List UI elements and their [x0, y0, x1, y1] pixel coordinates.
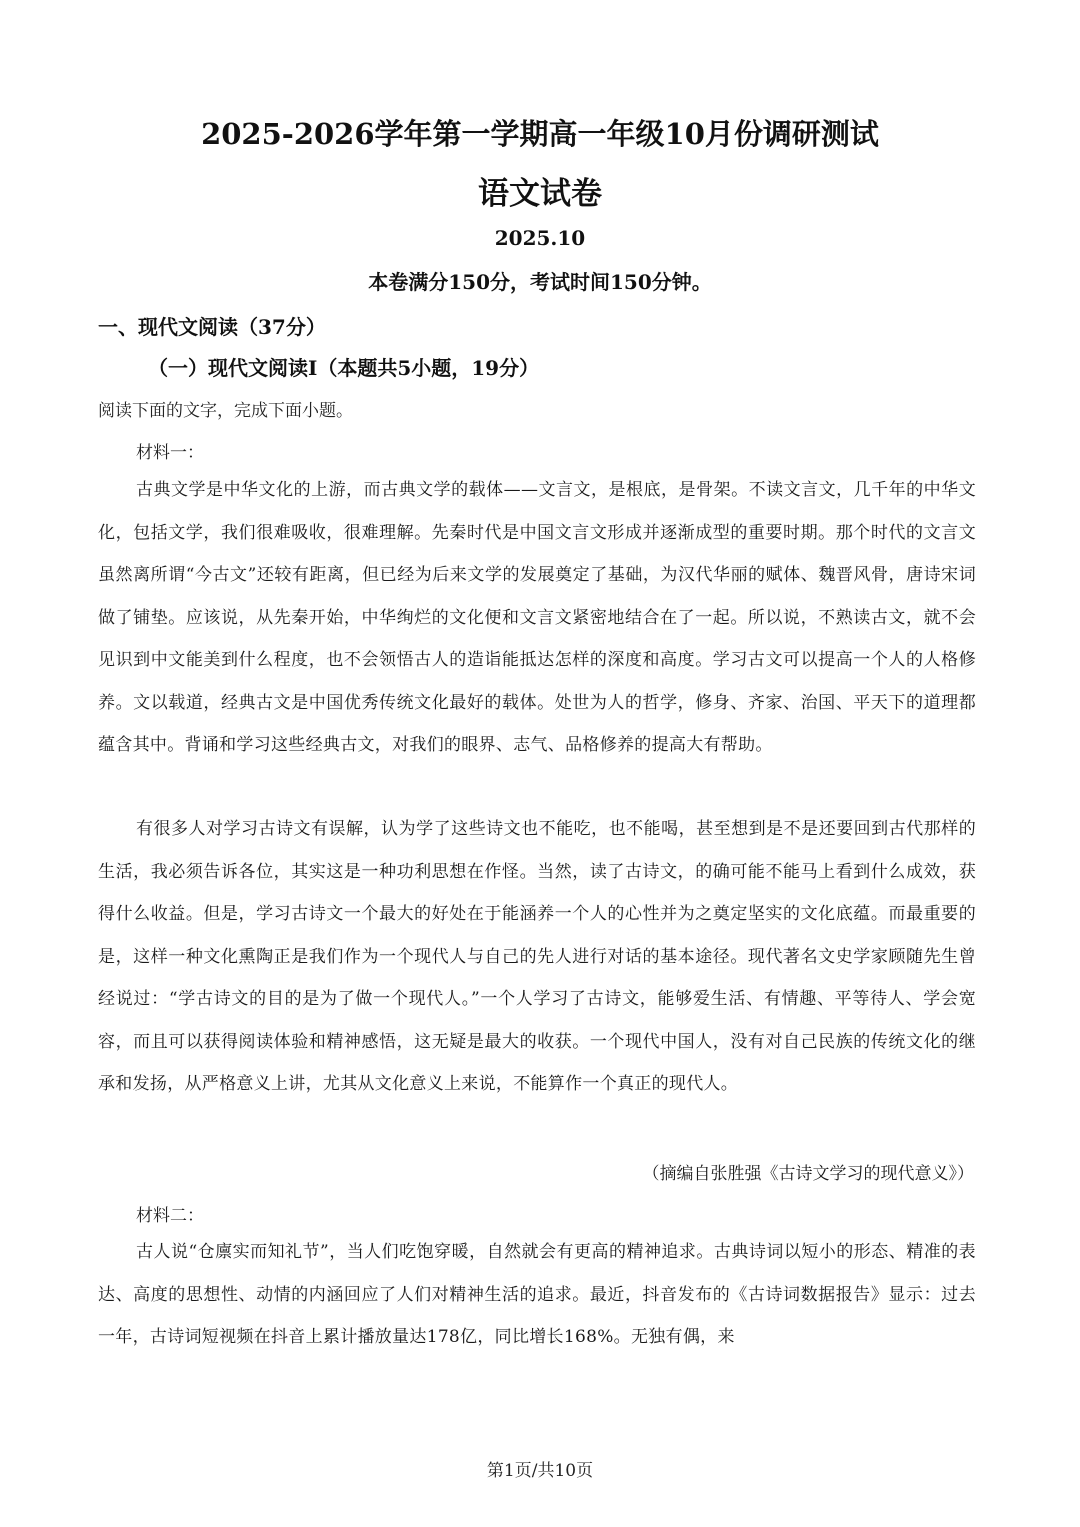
material-one-source: （摘编自张胜强《古诗文学习的现代意义》）: [642, 1164, 974, 1184]
material-one-label: 材料一：: [136, 443, 204, 463]
material-two-label: 材料二：: [136, 1206, 204, 1226]
exam-subtitle: 语文试卷: [478, 176, 602, 212]
page-number: 第1页/共10页: [486, 1461, 594, 1481]
section-heading: 一、现代文阅读（37分）: [98, 315, 326, 339]
exam-title: 2025-2026学年第一学期高一年级10月份调研测试: [201, 117, 879, 151]
reading-instruction: 阅读下面的文字，完成下面小题。: [98, 401, 353, 421]
section-subheading: （一）现代文阅读Ⅰ（本题共5小题，19分）: [148, 356, 540, 380]
material-two-paragraph: 古人说“仓廪实而知礼节”，当人们吃饱穿暖，自然就会有更高的精神追求。古典诗词以短小的形态、精准的表达、高度的思想性、动情的内涵回应了人们对精神生活的追求。最近，抖音发布的《古诗词数据报告》显示：过去一年，古诗词短视频在抖音上累计播放量达178亿，同比增长168%。无独有偶，来: [98, 1242, 976, 1347]
material-one-paragraph-2: 有很多人对学习古诗文有误解，认为学了这些诗文也不能吃，也不能喝，甚至想到是不是还要回到古代那样的生活，我必须告诉各位，其实这是一种功利思想在作怪。当然，读了古诗文，的确可能不能马上看到什么成效，获得什么收益。但是，学习古诗文一个最大的好处在于能涵养一个人的心性并为之奠定坚实的文化底蕴。而最重要的是，这样一种文化熏陶正是我们作为一个现代人与自己的先人进行对话的基本途径。现代著名文史学家顾随先生曾经说过：“学古诗文的目的是为了做一个现代人。”一个人学习了古诗文，能够爱生活、有情趣、平等待人、学会宽容，而且可以获得阅读体验和精神感悟，这无疑是最大的收获。一个现代中国人，没有对自己民族的传统文化的继承和发扬，从严格意义上讲，尤其从文化意义上来说，不能算作一个真正的现代人。: [98, 819, 976, 1094]
exam-note: 本卷满分150分，考试时间150分钟。: [368, 270, 712, 294]
exam-date: 2025.10: [494, 226, 586, 250]
material-one-paragraph-1: 古典文学是中华文化的上游，而古典文学的载体——文言文，是根底，是骨架。不读文言文，几千年的中华文化，包括文学，我们很难吸收，很难理解。先秦时代是中国文言文形成并逐渐成型的重要时期。那个时代的文言文虽然离所谓“今古文”还较有距离，但已经为后来文学的发展奠定了基础，为汉代华丽的赋体、魏晋风骨，唐诗宋词做了铺垫。应该说，从先秦开始，中华绚烂的文化便和文言文紧密地结合在了一起。所以说，不熟读古文，就不会见识到中文能美到什么程度，也不会领悟古人的造诣能抵达怎样的深度和高度。学习古文可以提高一个人的人格修养。文以载道，经典古文是中国优秀传统文化最好的载体。处世为人的哲学，修身、齐家、治国、平天下的道理都蕴含其中。背诵和学习这些经典古文，对我们的眼界、志气、品格修养的提高大有帮助。: [98, 480, 976, 755]
